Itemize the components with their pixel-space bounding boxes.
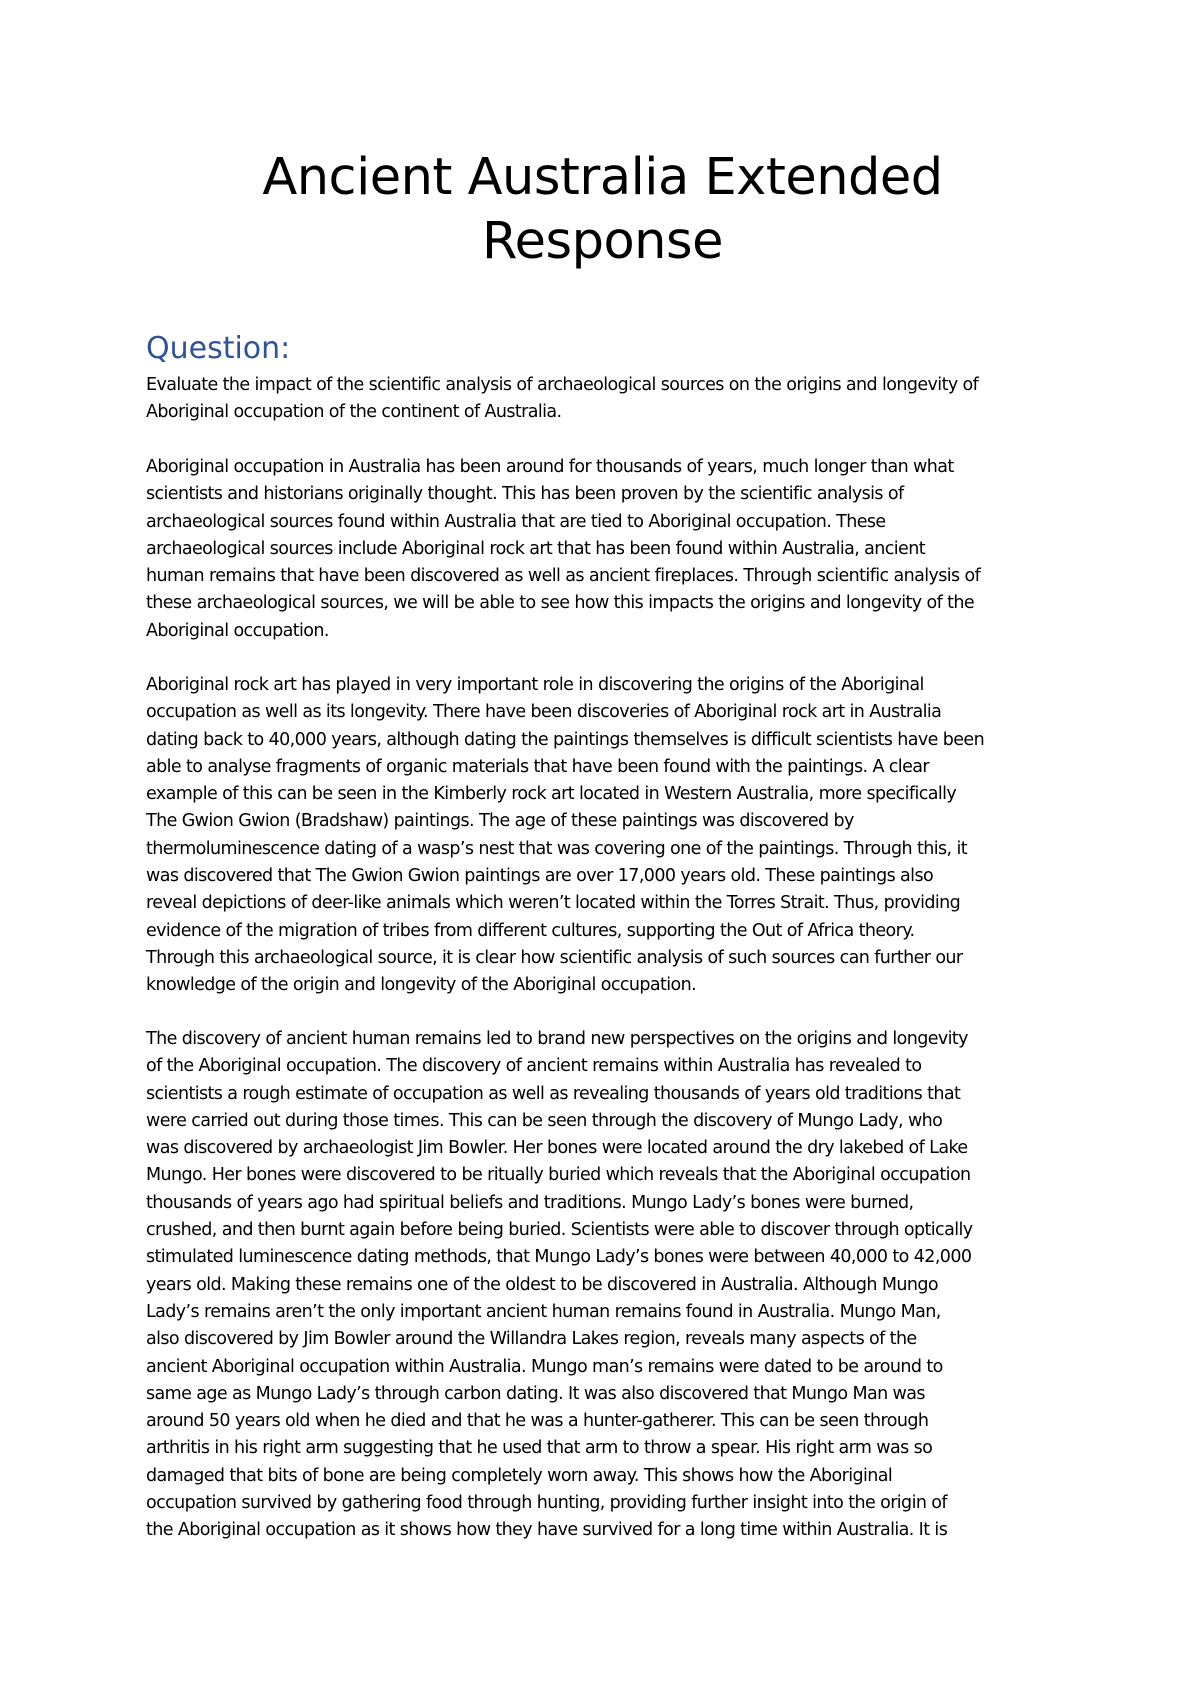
text-line: was discovered that The Gwion Gwion paintings are over 17,000 years old. These paintings also	[146, 866, 934, 887]
text-line: thermoluminescence dating of a wasp’s nest that was covering one of the paintings. Through this, it	[146, 838, 967, 859]
text-line: occupation survived by gathering food through hunting, providing further insight into the origin of	[146, 1493, 947, 1514]
paragraph-rock-art	[146, 672, 1076, 1000]
text-line: able to analyse fragments of organic materials that have been found with the paintings. A clear	[146, 756, 929, 777]
text-line: also discovered by Jim Bowler around the Willandra Lakes region, reveals many aspects of the	[146, 1329, 917, 1350]
text-line: years old. Making these remains one of the oldest to be discovered in Australia. Although Mungo	[146, 1274, 938, 1295]
text-line: Through this archaeological source, it is clear how scientific analysis of such sources can further our	[146, 947, 963, 968]
text-line: dating back to 40,000 years, although dating the paintings themselves is difficult scientists have been	[146, 729, 985, 750]
question-heading: Question:	[146, 331, 291, 366]
text-line: the Aboriginal occupation as it shows how they have survived for a long time within Australia. It is	[146, 1520, 948, 1541]
text-line: Aboriginal occupation of the continent of Australia.	[146, 402, 562, 423]
text-line: Aboriginal occupation in Australia has been around for thousands of years, much longer than what	[146, 457, 954, 477]
text-line: knowledge of the origin and longevity of the Aboriginal occupation.	[146, 975, 697, 996]
text-line: occupation as well as its longevity. There have been discoveries of Aboriginal rock art in Australia	[146, 702, 942, 723]
title-line: Ancient Australia Extended	[262, 148, 943, 207]
text-line: arthritis in his right arm suggesting that he used that arm to throw a spear. His right arm was so	[146, 1438, 933, 1459]
text-line: human remains that have been discovered as well as ancient fireplaces. Through scientific analysis of	[146, 566, 981, 587]
question-text	[146, 372, 1076, 427]
text-line: Aboriginal rock art has played in very important role in discovering the origins of the Aboriginal	[146, 675, 924, 695]
text-line: The discovery of ancient human remains led to brand new perspectives on the origins and longevity	[146, 1029, 968, 1049]
text-line: The Gwion Gwion (Bradshaw) paintings. The age of these paintings was discovered by	[146, 811, 854, 832]
text-line: scientists and historians originally thought. This has been proven by the scientific analysis of	[146, 484, 904, 505]
text-line: of the Aboriginal occupation. The discovery of ancient remains within Australia has revealed to	[146, 1056, 922, 1077]
text-line: Aboriginal occupation.	[146, 620, 329, 641]
text-line: same age as Mungo Lady’s through carbon dating. It was also discovered that Mungo Man was	[146, 1383, 925, 1404]
text-line: example of this can be seen in the Kimberly rock art located in Western Australia, more specifically	[146, 784, 957, 805]
text-line: were carried out during those times. This can be seen through the discovery of Mungo Lady, who	[146, 1110, 943, 1131]
text-line: evidence of the migration of tribes from different cultures, supporting the Out of Africa theory.	[146, 920, 915, 941]
text-line: was discovered by archaeologist Jim Bowler. Her bones were located around the dry lakebed of Lake	[146, 1138, 968, 1159]
text-line: ancient Aboriginal occupation within Australia. Mungo man’s remains were dated to be around to	[146, 1356, 943, 1377]
paragraph-introduction	[146, 454, 1076, 645]
text-line: these archaeological sources, we will be able to see how this impacts the origins and longevity of the	[146, 593, 975, 614]
text-line: archaeological sources include Aboriginal rock art that has been found within Australia, ancient	[146, 538, 925, 559]
text-line: crushed, and then burnt again before being buried. Scientists were able to discover through optically	[146, 1220, 973, 1241]
text-line: stimulated luminescence dating methods, that Mungo Lady’s bones were between 40,000 to 42,000	[146, 1247, 972, 1268]
text-line: Lady’s remains aren’t the only important ancient human remains found in Australia. Mungo Man,	[146, 1301, 941, 1322]
text-line: around 50 years old when he died and that he was a hunter-gatherer. This can be seen through	[146, 1411, 929, 1432]
document-title	[145, 146, 1060, 274]
text-line: scientists a rough estimate of occupation as well as revealing thousands of years old traditions that	[146, 1083, 961, 1104]
title-line: Response	[482, 212, 723, 271]
text-line: archaeological sources found within Australia that are tied to Aboriginal occupation. These	[146, 511, 886, 532]
text-line: thousands of years ago had spiritual beliefs and traditions. Mungo Lady’s bones were burned,	[146, 1192, 914, 1213]
paragraph-human-remains	[146, 1026, 1076, 1545]
text-line: Evaluate the impact of the scientific analysis of archaeological sources on the origins and longevity of	[146, 375, 979, 395]
text-line: reveal depictions of deer-like animals which weren’t located within the Torres Strait. Thus, providing	[146, 893, 961, 914]
text-line: damaged that bits of bone are being completely worn away. This shows how the Aboriginal	[146, 1465, 893, 1486]
text-line: Mungo. Her bones were discovered to be ritually buried which reveals that the Aboriginal occupation	[146, 1165, 971, 1186]
